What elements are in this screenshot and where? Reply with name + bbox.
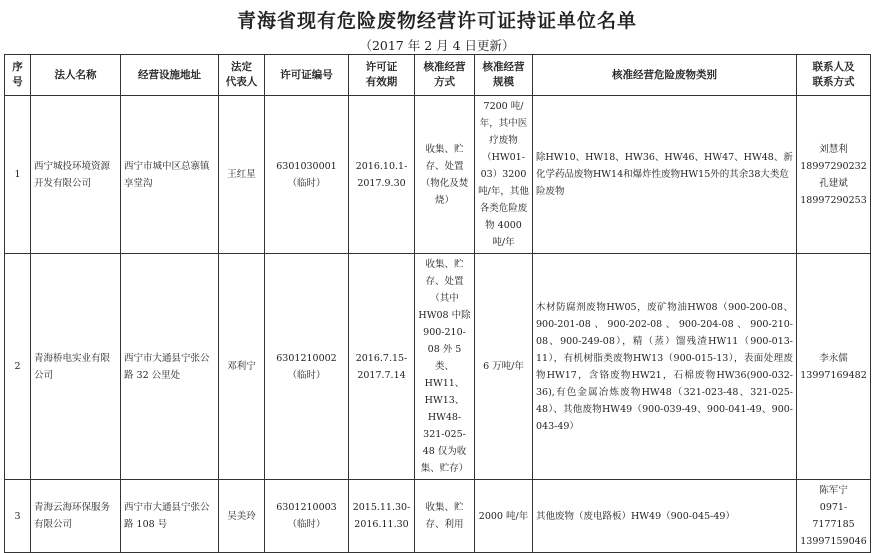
row-rep: 邓利宁 bbox=[219, 254, 265, 480]
row-mode: 收集、贮存、处置（其中 HW08 中除 900-210-08 外 5 类、HW11、HW13、HW48-321-025-48 仅为收集、贮存） bbox=[415, 254, 475, 480]
table-row bbox=[5, 254, 871, 480]
row-contact: 陈军宁 0971-7177185 13997159046 bbox=[797, 480, 871, 553]
row-validity: 2015.11.30- 2016.11.30 bbox=[349, 480, 415, 553]
update-date: （2017 年 2 月 4 日更新） bbox=[359, 38, 515, 53]
row-mode: 收集、贮存、利用 bbox=[415, 480, 475, 553]
table-header-row bbox=[5, 55, 871, 96]
table-row bbox=[5, 480, 871, 553]
row-scale: 2000 吨/年 bbox=[475, 480, 533, 553]
header-no: 序 号 bbox=[5, 55, 31, 96]
row-no: 1 bbox=[5, 96, 31, 254]
row-contact: 刘慧利 18997290232 孔建斌 18997290253 bbox=[797, 96, 871, 254]
row-no: 2 bbox=[5, 254, 31, 480]
header-rep: 法定 代表人 bbox=[219, 55, 265, 96]
header-mode: 核准经营 方式 bbox=[415, 55, 475, 96]
header-contact: 联系人及 联系方式 bbox=[797, 55, 871, 96]
row-rep: 吴美玲 bbox=[219, 480, 265, 553]
header-scale: 核准经营 规模 bbox=[475, 55, 533, 96]
row-no: 3 bbox=[5, 480, 31, 553]
row-validity: 2016.7.15- 2017.7.14 bbox=[349, 254, 415, 480]
header-address: 经营设施地址 bbox=[121, 55, 219, 96]
header-license: 许可证编号 bbox=[265, 55, 349, 96]
header-validity: 许可证 有效期 bbox=[349, 55, 415, 96]
row-categories: 其他废物（废电路板）HW49（900-045-49） bbox=[533, 480, 797, 553]
row-contact: 李永儒 13997169482 bbox=[797, 254, 871, 480]
row-mode: 收集、贮存、处置（物化及焚烧） bbox=[415, 96, 475, 254]
row-address: 西宁市大通县宁张公路 32 公里处 bbox=[121, 254, 219, 480]
table-row bbox=[5, 96, 871, 254]
row-license: 6301030001 （临时） bbox=[265, 96, 349, 254]
page-title: 青海省现有危险废物经营许可证持证单位名单 bbox=[236, 10, 637, 32]
row-rep: 王红星 bbox=[219, 96, 265, 254]
license-holder-table bbox=[4, 54, 871, 553]
row-company: 青海桥电实业有限公司 bbox=[31, 254, 121, 480]
row-categories: 木材防腐剂废物HW05，废矿物油HW08（900-200-08、900-201-08、900-202-08、900-204-08、900-210-08、900-249-08），精（蒸）馏残渣HW11（900-013-11），有机树脂类废物HW13（900-015-13），表面处理废物HW17，含铬废物HW21，石棉废物HW36(900-032-36),有色金属冶炼废物HW48（321-023-48、321-025-48）、其他废物HW49（900-039-49、900-041-49、900-043-49） bbox=[533, 254, 797, 480]
row-address: 西宁市城中区总寨镇享堂沟 bbox=[121, 96, 219, 254]
row-scale: 7200 吨/年，其中医疗废物（HW01-03）3200 吨/年，其他各类危险废物 4000 吨/年 bbox=[475, 96, 533, 254]
header-company: 法人名称 bbox=[31, 55, 121, 96]
header-categories: 核准经营危险废物类别 bbox=[533, 55, 797, 96]
row-license: 6301210003 （临时） bbox=[265, 480, 349, 553]
row-categories: 除HW10、HW18、HW36、HW46、HW47、HW48、新化学药品废物HW14和爆炸性废物HW15外的其余38大类危险废物 bbox=[533, 96, 797, 254]
row-address: 西宁市大通县宁张公路 108 号 bbox=[121, 480, 219, 553]
row-validity: 2016.10.1- 2017.9.30 bbox=[349, 96, 415, 254]
row-license: 6301210002 （临时） bbox=[265, 254, 349, 480]
row-scale: 6 万吨/年 bbox=[475, 254, 533, 480]
row-company: 西宁城投环境资源开发有限公司 bbox=[31, 96, 121, 254]
row-company: 青海云海环保服务有限公司 bbox=[31, 480, 121, 553]
